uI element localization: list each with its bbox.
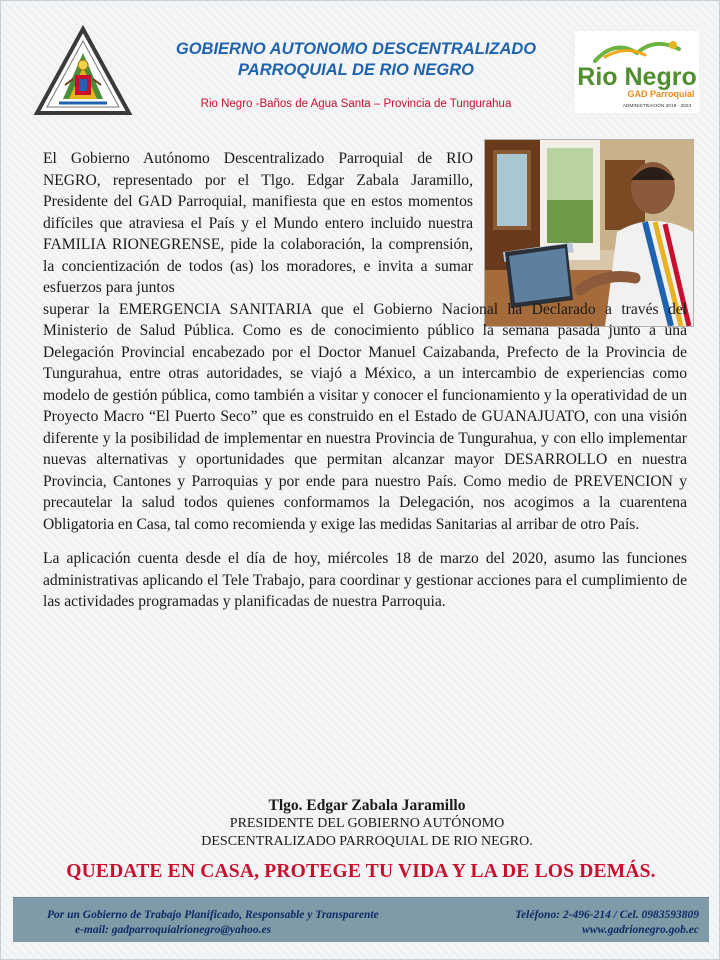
header-subtitle: Rio Negro -Baños de Agua Santa – Provincia de Tungurahua <box>200 98 512 110</box>
footer-phone: Teléfono: 2-496-214 / Cel. 0983593809 <box>515 909 699 921</box>
footer-bar <box>13 897 709 942</box>
logo-name-text: Rio Negro <box>577 63 697 91</box>
paragraph-1-rest: superar la EMERGENCIA SANITARIA que el Gobierno Nacional ha Declarado a través del Ministerio de Salud Pública. Como es de conocimiento público la semana pasada junto a una Delegación Provincial encabezado por el Doctor Manuel Caizabanda, Prefecto de la Provincia de Tungurahua, entre otras autoridades, se viajó a México, a un intercambio de experiencias como modelo de gestión pública, como también a visitar y conocer el funcionamiento y la operatividad de un Proyecto Macro “El Puerto Seco” que es construido en el Estado de GUANAJUATO, con una visión diferente y la posibilidad de implementar en nuestra Provincia de Tungurahua, y con ello implementar nuevas alternativas y oportunidades que permitan alcanzar mayor DESARROLLO en nuestra Provincia, Cantones y Parroquias y por ende para nuestro País. Como medio de PREVENCION y precautelar la salud todos quienes conformamos la Delegación, nos acogimos a la cuarentena Obligatoria en Casa, tal como recomienda y exige las medidas Sanitarias al arribar de otro País. <box>43 300 687 533</box>
signer-title-line2: DESCENTRALIZADO PARROQUIAL DE RIO NEGRO. <box>201 834 533 849</box>
body-text <box>43 148 687 613</box>
footer-website: www.gadrionegro.gob.ec <box>582 924 699 936</box>
footer-right <box>439 908 699 938</box>
rio-negro-logo-icon <box>575 31 699 113</box>
header-title <box>141 39 571 81</box>
logo-admin-text: ADMINISTRACIÓN 2019 - 2023 <box>622 104 692 109</box>
header-title-line1: GOBIERNO AUTONOMO DESCENTRALIZADO <box>175 40 537 58</box>
header-title-line2: PARROQUIAL DE RIO NEGRO <box>238 61 474 79</box>
signer-name: Tlgo. Edgar Zabala Jaramillo <box>268 797 466 814</box>
signer-title-line1: PRESIDENTE DEL GOBIERNO AUTÓNOMO <box>229 816 505 831</box>
signature-block <box>101 796 633 851</box>
footer-left <box>47 908 427 938</box>
parish-emblem-icon <box>33 25 133 117</box>
paragraph-2: La aplicación cuenta desde el día de hoy, miércoles 18 de marzo del 2020, asumo las funciones administrativas aplicando el Tele Trabajo, para coordinar y gestionar acciones para el cumplimiento de las actividades programadas y planificadas de nuestra Parroquia. <box>43 550 687 610</box>
footer-motto: Por un Gobierno de Trabajo Planificado, Responsable y Transparente <box>47 909 379 921</box>
logo-sub-text: GAD Parroquial <box>627 89 695 99</box>
footer-email: e-mail: gadparroquialrionegro@yahoo.es <box>75 924 272 936</box>
slogan: QUEDATE EN CASA, PROTEGE TU VIDA Y LA DE LOS DEMÁS. <box>66 861 656 882</box>
paragraph-1-lead: El Gobierno Autónomo Descentralizado Parroquial de RIO NEGRO, representado por el Tlgo. Edgar Zabala Jaramillo, Presidente del GAD Parroquial, manifiesta que en estos momentos difíciles que atraviesa el País y el Mundo entero incluido nuestra FAMILIA RIONEGRENSE, pide la colaboración, la comprensión, la concientización de todos (as) los moradores, e invita a sumar esfuerzos para juntos <box>43 150 473 296</box>
